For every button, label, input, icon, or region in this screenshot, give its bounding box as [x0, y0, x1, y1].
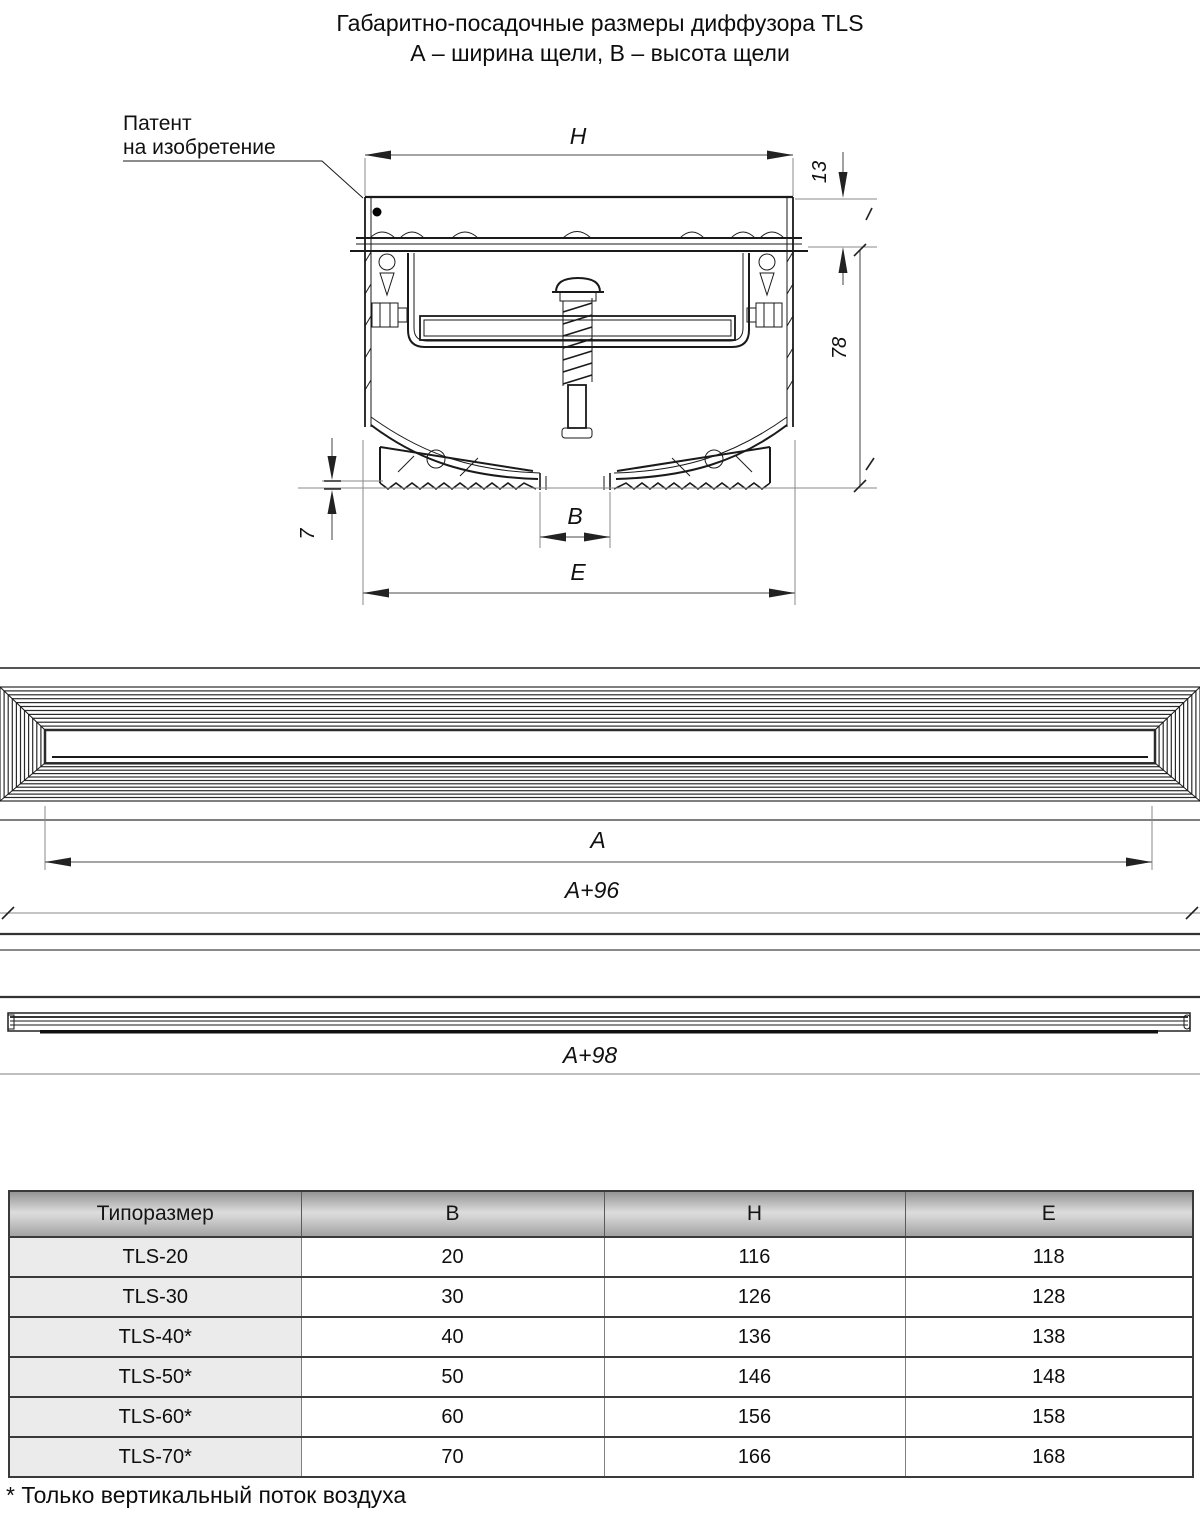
page-subtitle: А – ширина щели, В – высота щели: [410, 40, 790, 66]
cell-typesize: TLS-50*: [9, 1357, 301, 1397]
cell-h: 126: [604, 1277, 905, 1317]
cell-b: 40: [301, 1317, 604, 1357]
table-header-b: B: [301, 1191, 604, 1237]
cell-h: 156: [604, 1397, 905, 1437]
adjustment-screw: [552, 278, 604, 438]
table-row: [9, 1437, 1193, 1477]
cell-b: 50: [301, 1357, 604, 1397]
table-row: [9, 1317, 1193, 1357]
cell-h: 116: [604, 1237, 905, 1277]
table-header-e: E: [905, 1191, 1193, 1237]
dim-label-7: 7: [297, 528, 319, 540]
wall-hatching: [365, 252, 793, 390]
left-clip-assembly: [372, 254, 407, 327]
table-header-typesize: Типоразмер: [9, 1191, 301, 1237]
cell-typesize: TLS-70*: [9, 1437, 301, 1477]
cell-h: 166: [604, 1437, 905, 1477]
table-header-h: H: [604, 1191, 905, 1237]
cell-h: 136: [604, 1317, 905, 1357]
dim-label-A96: A+96: [564, 877, 620, 903]
table-row: [9, 1397, 1193, 1437]
footnote: * Только вертикальный поток воздуха: [6, 1482, 407, 1508]
cell-e: 168: [905, 1437, 1193, 1477]
cell-typesize: TLS-30: [9, 1277, 301, 1317]
cell-e: 148: [905, 1357, 1193, 1397]
patent-label-line1: Патент: [123, 112, 192, 135]
dim-label-13: 13: [809, 160, 831, 184]
right-face-flange: [614, 447, 770, 489]
cell-e: 128: [905, 1277, 1193, 1317]
cell-b: 30: [301, 1277, 604, 1317]
patent-label-line2: на изобретение: [123, 136, 276, 159]
cell-b: 20: [301, 1237, 604, 1277]
dim-label-78: 78: [829, 336, 851, 360]
table-row: [9, 1237, 1193, 1277]
dim-label-H: H: [569, 123, 587, 149]
patent-marker-dot: [373, 208, 382, 217]
page-title: Габаритно-посадочные размеры диффузора TLS: [336, 10, 864, 36]
table-row: [9, 1357, 1193, 1397]
cell-b: 60: [301, 1397, 604, 1437]
table-header-row: [9, 1191, 1193, 1237]
table-row: [9, 1277, 1193, 1317]
dim-label-E: E: [570, 559, 586, 585]
cell-h: 146: [604, 1357, 905, 1397]
cross-section-view: [123, 112, 877, 605]
frame-lines: [0, 687, 1200, 801]
dim-label-A: A: [590, 827, 606, 853]
front-view: [0, 668, 1200, 919]
cell-typesize: TLS-40*: [9, 1317, 301, 1357]
dim-label-A98: A+98: [562, 1042, 618, 1068]
dimension-table: [8, 1190, 1194, 1478]
dim-label-B: B: [567, 503, 583, 529]
cell-typesize: TLS-20: [9, 1237, 301, 1277]
cell-typesize: TLS-60*: [9, 1397, 301, 1437]
patent-leader-line: [123, 161, 363, 198]
cell-b: 70: [301, 1437, 604, 1477]
cell-e: 158: [905, 1397, 1193, 1437]
cell-e: 118: [905, 1237, 1193, 1277]
right-clip-assembly: [747, 254, 782, 327]
side-view: [0, 934, 1200, 1074]
cell-e: 138: [905, 1317, 1193, 1357]
